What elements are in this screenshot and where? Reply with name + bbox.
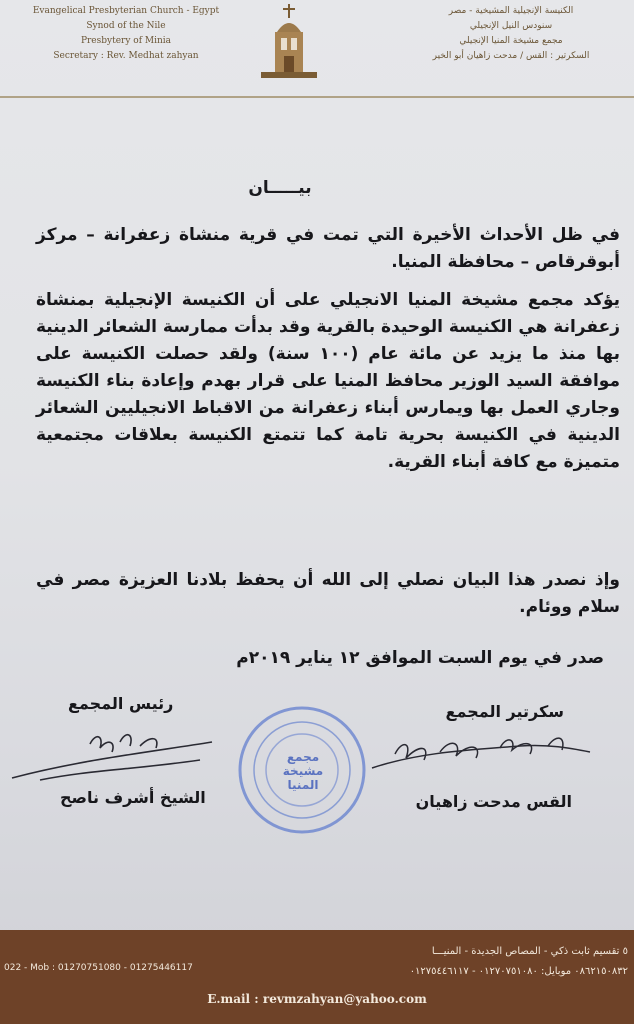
header-arabic-line: مجمع مشيخة المنيا الإنجيلي: [459, 36, 563, 46]
president-name: الشيخ أشرف ناصح: [60, 788, 206, 807]
header-english-line: Synod of the Nile: [86, 21, 166, 31]
header-arabic-line: سنودس النيل الإنجيلي: [469, 21, 553, 31]
president-title: رئيس المجمع: [68, 694, 174, 713]
header-english-line: Secretary : Rev. Medhat zahyan: [53, 51, 199, 61]
footer-address: ٥ تقسيم ثابت ذكي - المصاص الجديدة - المنيـــا: [431, 946, 628, 957]
header-arabic-line: السكرتير : القس / مدحت زاهيان أبو الخير: [432, 51, 590, 61]
president-signature: [12, 735, 212, 780]
document-title: بيـــــان: [248, 178, 312, 198]
footer-email: E.mail : revmzahyan@yahoo.com: [207, 992, 427, 1006]
header-arabic: [396, 4, 626, 64]
secretary-name: القس مدحت زاهيان: [415, 792, 572, 811]
secretary-signature: [372, 738, 590, 768]
stamp-center-text: مجمع مشيخة المنيا: [282, 750, 324, 792]
footer-contact-arabic: [298, 942, 628, 982]
header-english-line: Presbytery of Minia: [80, 36, 172, 46]
letterhead-footer: [0, 930, 634, 1024]
church-logo-icon: [255, 2, 323, 84]
paragraph-closing: وإذ نصدر هذا البيان نصلي إلى الله أن يحفظ بلادنا العزيزة مصر في سلام ووئام.: [36, 570, 620, 617]
header-arabic-line: الكنيسة الإنجيلية المشيخية - مصر: [448, 6, 574, 16]
footer-phones-english: 022 - Mob : 01270751080 - 01275446117: [4, 963, 193, 973]
header-english-line: Evangelical Presbyterian Church - Egypt: [32, 6, 220, 16]
footer-phones-arabic: ٠٨٦٢١٥٠٨٣٢ موبايل: ٠١٢٧٠٧٥١٠٨٠ - ٠١٢٧٥٤٤٦١١٧: [409, 966, 628, 977]
paragraph-main: يؤكد مجمع مشيخة المنيا الانجيلي على أن الكنيسة الإنجيلية بمنشاة زعفرانة هي الكنيسة الوحيدة بالقرية وقد بدأت ممارسة الشعائر الدينية بها منذ ما يزيد عن مائة عام (١٠٠ سنة) ولقد حصلت الكنيسة على موافقة السيد الوزير محافظ المنيا على قرار بهدم وإعادة بناء الكنيسة وجاري العمل بها ويمارس أبناء زعفرانة من الاقباط الانجيليين الشعائر الدينية في الكنيسة بحرية تامة كما تتمتع الكنيسة بعلاقات مجتمعية متميزة مع كافة أبناء القرية.: [36, 290, 620, 472]
issue-date: صدر في يوم السبت الموافق ١٢ يناير ٢٠١٩م: [236, 648, 604, 668]
header-divider: [0, 96, 634, 98]
header-english: [6, 4, 246, 64]
secretary-title: سكرتير المجمع: [445, 702, 564, 721]
paragraph-intro: في ظل الأحداث الأخيرة التي تمت في قرية منشاة زعفرانة – مركز أبوقرقاص – محافظة المنيا.: [36, 225, 620, 272]
